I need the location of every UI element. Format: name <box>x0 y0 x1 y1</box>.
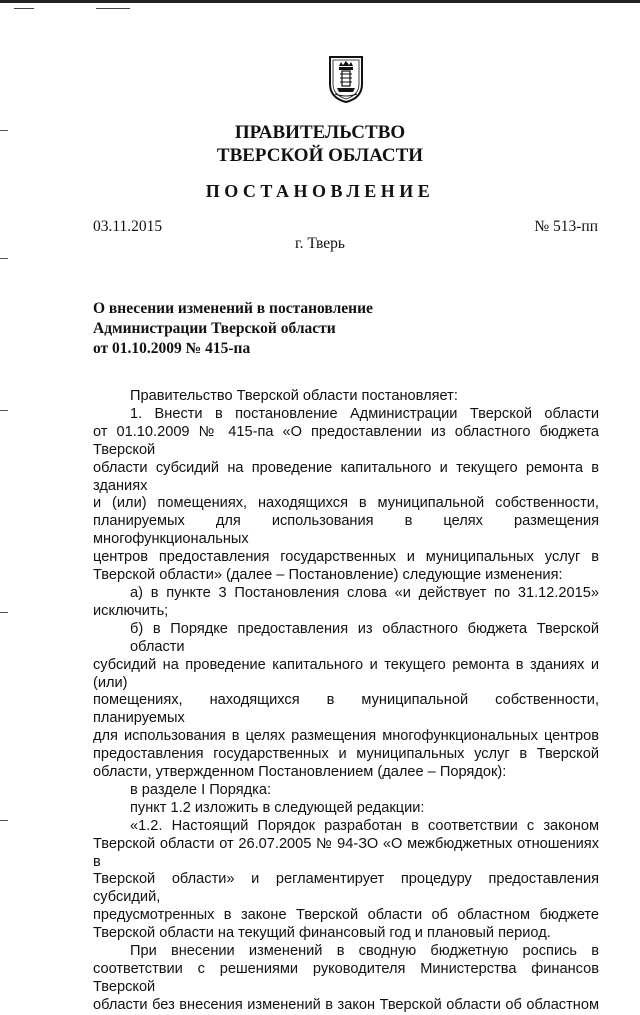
body-line: соответствии с решениями руководителя Министерства финансов Тверской <box>93 961 599 995</box>
body-line: Правительство Тверской области постановляет: <box>130 388 458 404</box>
top-dash-mark <box>96 8 130 9</box>
body-line: предусмотренных в законе Тверской области об областном бюджете <box>93 907 599 924</box>
org-name-line1: ПРАВИТЕЛЬСТВО <box>234 122 406 143</box>
tver-coat-of-arms-icon <box>327 54 365 104</box>
body-line: области без внесения изменений в закон Тверской области об областном <box>93 996 599 1013</box>
body-line: Тверской области на текущий финансовый год и плановый период. <box>93 925 551 942</box>
body-line: Тверской области» и регламентирует процедуру предоставления субсидий, <box>93 871 599 906</box>
body-line: и (или) помещениях, находящихся в муниципальной собственности, <box>93 495 599 512</box>
body-line: Тверской области» (далее – Постановление) следующие изменения: <box>93 567 563 584</box>
binding-mark <box>0 410 8 411</box>
body-line: пункт 1.2 изложить в следующей редакции: <box>130 799 425 816</box>
top-dash-mark <box>14 8 34 9</box>
top-border-line <box>0 0 640 3</box>
binding-mark <box>0 820 8 821</box>
subject-line: от 01.10.2009 № 415-па <box>93 340 251 357</box>
body-line: Тверской области от 26.07.2005 № 94-ЗО «О межбюджетных отношениях в <box>93 835 599 870</box>
body-line: 1. Внести в постановление Администрации Тверской области <box>130 405 599 422</box>
document-date: 03.11.2015 <box>93 218 163 235</box>
document-body <box>93 388 599 1015</box>
document-number: № 513-пп <box>534 218 598 235</box>
subject-line: Администрации Тверской области <box>93 320 336 337</box>
body-line: области, утвержденном Постановлением (далее – Порядок): <box>93 764 507 781</box>
body-line: субсидий на проведение капитального и текущего ремонта в зданиях и (или) <box>93 656 599 691</box>
body-line: При внесении изменений в сводную бюджетную роспись в <box>130 943 599 960</box>
body-line: для использования в целях размещения многофункциональных центров <box>93 728 599 745</box>
document-type-heading: ПОСТАНОВЛЕНИЕ <box>205 181 435 201</box>
body-line: центров предоставления государственных и муниципальных услуг в <box>93 549 599 566</box>
body-line: в разделе I Порядка: <box>130 781 272 798</box>
document-subject <box>93 299 493 359</box>
binding-mark <box>0 258 8 259</box>
body-line: планируемых для использования в целях размещения многофункциональных <box>93 513 599 548</box>
body-line: б) в Порядке предоставления из областного бюджета Тверской области <box>130 620 599 655</box>
org-name-line2: ТВЕРСКОЙ ОБЛАСТИ <box>216 145 424 166</box>
document-city: г. Тверь <box>295 235 345 252</box>
body-line: от 01.10.2009 № 415-па «О предоставлении из областного бюджета Тверской <box>93 423 599 458</box>
binding-mark <box>0 612 8 613</box>
subject-line: О внесении изменений в постановление <box>93 300 373 317</box>
body-line: а) в пункте 3 Постановления слова «и действует по 31.12.2015» <box>130 584 599 601</box>
body-line: области субсидий на проведение капитального и текущего ремонта в зданиях <box>93 459 599 494</box>
body-line: помещениях, находящихся в муниципальной собственности, планируемых <box>93 692 599 727</box>
body-line: «1.2. Настоящий Порядок разработан в соответствии с законом <box>130 817 599 834</box>
body-line: предоставления государственных и муниципальных услуг в Тверской <box>93 746 599 763</box>
body-line: исключить; <box>93 602 169 619</box>
